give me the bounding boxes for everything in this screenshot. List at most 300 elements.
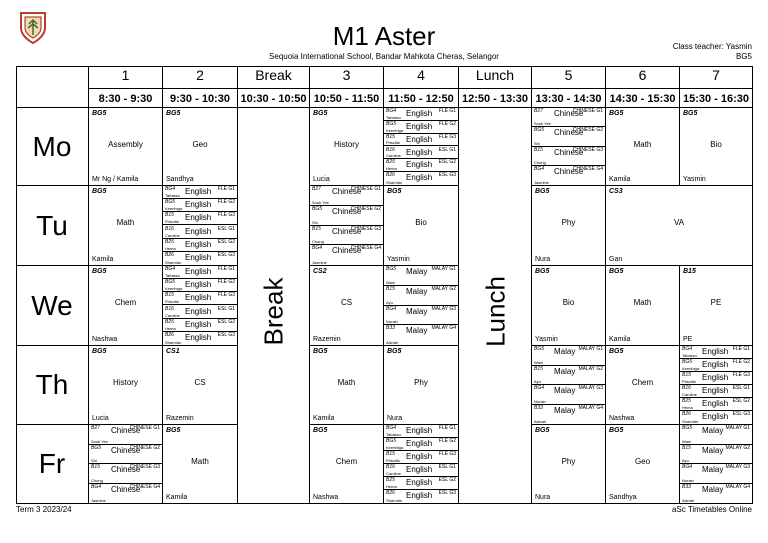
period-number: Lunch [459,66,532,89]
lesson-subject: CS [194,378,206,387]
group-class: B26 [386,490,395,496]
period-time: 8:30 - 9:30 [89,89,163,108]
group-lesson[interactable] [89,445,162,465]
group-subject: English [185,239,212,249]
group-subject: English [185,226,212,236]
group-name: CHINESE G4 [129,483,160,490]
lesson-teacher: Sandhya [609,494,637,501]
group-class: B15 [165,212,174,219]
lesson-cell[interactable] [163,346,238,425]
period-number: 2 [163,66,238,89]
group-class: B16 [386,146,395,153]
lesson-cell[interactable] [163,425,238,504]
lesson-cell[interactable] [606,425,680,504]
group-lesson[interactable] [532,366,605,386]
group-name: MALAY G2 [431,285,456,292]
group-name: MALAY G4 [725,483,750,490]
lesson-teacher: Lucia [92,415,109,422]
group-name: CHINESE G3 [129,464,160,470]
lesson-teacher: Kamila [92,256,114,263]
group-name: FLE G1 [732,346,750,352]
period-number: 6 [606,66,680,89]
group-teacher: Jasmine [312,260,327,265]
group-teacher: Nurain [682,477,694,483]
group-class: B16 [682,385,691,391]
group-subject: English [702,386,729,395]
group-teacher: Caroline [165,232,180,238]
group-lesson[interactable] [532,127,605,146]
group-class: B33 [534,404,543,411]
group-lesson[interactable] [384,477,458,490]
lesson-cell[interactable] [384,186,459,266]
group-subject: Malay [702,445,724,455]
group-class: BG5 [534,127,545,134]
group-class: B16 [386,464,395,470]
group-subject: Malay [406,326,428,336]
group-lesson[interactable] [163,332,237,345]
group-teacher: Shi [312,219,318,225]
lesson-cell[interactable] [310,346,384,425]
group-class: B26 [165,331,174,338]
group-class: B27 [91,425,100,431]
group-lesson[interactable] [384,121,458,134]
group-name: CHINESE G3 [572,146,603,153]
lesson-subject: History [113,378,138,387]
group-subject: Chinese [111,426,141,435]
group-teacher: Tabassu [682,353,697,358]
group-teacher: Ayu [682,458,689,463]
group-teacher: Hema [165,245,176,251]
group-teacher: Caroline [386,471,401,476]
group-lesson[interactable] [680,464,752,484]
lesson-teacher: Gan [609,256,623,263]
group-class: B16 [165,225,174,232]
group-lesson[interactable] [384,306,458,326]
lesson-class: BG5 [535,268,550,275]
group-teacher: Caroline [165,312,180,318]
group-teacher: Chong [534,159,546,165]
group-lesson[interactable] [532,346,605,366]
group-teacher: Aishah [682,498,695,503]
group-lesson[interactable] [680,425,752,445]
lesson-cell[interactable] [680,108,753,186]
group-name: MALAY G1 [431,266,456,272]
group-subject: English [406,465,433,474]
group-lesson[interactable] [384,325,458,345]
chinese-group-cell [532,108,606,186]
group-lesson[interactable] [384,266,458,286]
lesson-teacher: Kamila [609,336,631,343]
group-teacher: Wani [534,359,543,365]
lesson-teacher: Nashwa [313,494,339,501]
lesson-cell[interactable] [606,266,680,346]
group-lesson[interactable] [384,438,458,451]
group-lesson[interactable] [89,484,162,504]
lesson-subject: Chem [114,298,137,307]
group-subject: English [702,373,729,382]
lesson-teacher: Mr Ng / Kamila [92,176,139,183]
group-teacher: Chong [91,477,103,483]
group-subject: English [406,439,433,448]
group-subject: Malay [406,306,428,316]
lesson-class: BG5 [609,348,624,355]
lesson-teacher: Sandhya [166,176,194,183]
group-name: FLE G3 [217,212,235,219]
period-number: Break [238,66,310,89]
lesson-class: BG5 [387,188,402,195]
group-teacher: Keerthiga [386,445,404,450]
group-teacher: Tabassu [386,114,401,120]
period-number: 5 [532,66,606,89]
term-label: Term 3 2023/24 [16,505,72,514]
lesson-cell[interactable] [606,108,680,186]
group-lesson[interactable] [384,451,458,464]
lesson-cell[interactable] [163,108,238,186]
lesson-cell[interactable] [532,186,606,266]
lesson-subject: Assembly [108,140,143,149]
group-lesson[interactable] [163,239,237,252]
lesson-subject: Math [633,140,652,149]
group-teacher: Keerthiga [165,286,183,292]
group-class: BG5 [165,199,176,206]
period-time: 15:30 - 16:30 [680,89,753,108]
group-teacher: Tabassu [386,432,401,437]
group-teacher: Hema [386,484,397,489]
group-teacher: Jasmine [534,180,549,185]
group-lesson[interactable] [310,245,383,265]
group-lesson[interactable] [680,398,752,411]
group-teacher: Wani [386,279,395,285]
group-lesson[interactable] [384,134,458,147]
group-teacher: Priscilla [165,219,179,225]
period-time: 14:30 - 15:30 [606,89,680,108]
lesson-subject: Math [633,298,652,307]
period-time: 9:30 - 10:30 [163,89,238,108]
group-name: MALAY G4 [578,404,603,411]
lesson-teacher: Lucia [313,176,330,183]
lesson-subject: Chem [631,378,654,387]
credit-label: aSc Timetables Online [671,505,752,514]
lesson-teacher: Nura [387,415,403,422]
day-label: Mo [16,108,89,186]
class-teacher [673,42,752,62]
lesson-cell[interactable] [310,266,384,346]
group-class: B25 [386,159,395,166]
group-lesson[interactable] [163,186,237,199]
group-teacher: Caroline [682,392,697,397]
english-group-cell [384,108,459,186]
group-lesson[interactable] [310,186,383,206]
group-teacher: Keerthiga [386,127,404,133]
day-label: Th [16,346,89,425]
lesson-teacher: Razemin [166,415,194,422]
group-name: ESL G2 [217,318,235,325]
lesson-subject: Math [116,218,135,227]
school-subtitle: Sequoia International School, Bandar Mahkota Cheras, Selangor [269,52,499,61]
lesson-subject: VA [673,218,685,227]
group-lesson[interactable] [384,286,458,306]
group-name: ESL G3 [217,331,235,338]
group-name: ESL G2 [732,398,750,404]
lesson-class: CS2 [313,268,327,275]
group-lesson[interactable] [384,108,458,121]
group-lesson[interactable] [310,226,383,246]
group-lesson[interactable] [384,464,458,477]
lesson-class: BG5 [92,110,107,117]
group-teacher: Tabassu [165,273,180,279]
group-class: BG4 [682,346,693,352]
lesson-cell[interactable] [310,425,384,504]
group-class: BG4 [386,305,397,312]
chinese-group-cell [310,186,384,266]
group-class: BG5 [682,425,693,431]
group-subject: English [185,293,212,303]
group-teacher: Keerthiga [682,366,700,371]
group-lesson[interactable] [163,279,237,292]
malay-group-cell [532,346,606,425]
group-class: B26 [165,251,174,258]
group-lesson[interactable] [163,306,237,319]
group-lesson[interactable] [680,445,752,465]
group-teacher: Jasmine [91,498,106,503]
group-subject: Chinese [332,246,362,256]
lesson-class: BG5 [92,348,107,355]
group-lesson[interactable] [384,159,458,172]
group-lesson[interactable] [532,166,605,185]
group-lesson[interactable] [384,490,458,503]
lesson-class: BG5 [92,188,107,195]
group-class: BG4 [534,165,545,172]
group-lesson[interactable] [89,425,162,445]
group-lesson[interactable] [532,385,605,405]
group-subject: Malay [702,426,724,435]
group-subject: English [702,360,729,369]
group-subject: Malay [406,286,428,296]
group-name: CHINESE G2 [572,127,603,134]
group-lesson[interactable] [680,359,752,372]
group-lesson[interactable] [163,319,237,332]
group-subject: Chinese [111,465,141,474]
group-lesson[interactable] [163,292,237,305]
group-subject: Malay [702,484,724,494]
group-lesson[interactable] [680,484,752,504]
group-name: ESL G3 [732,411,750,417]
group-subject: English [185,213,212,223]
group-subject: English [185,252,212,262]
group-subject: English [185,280,212,290]
group-name: ESL G1 [438,146,456,153]
group-lesson[interactable] [384,147,458,160]
group-subject: English [185,319,212,329]
lesson-cell[interactable] [89,108,163,186]
group-teacher: Priscilla [386,458,400,463]
group-name: FLE G2 [732,359,750,365]
group-subject: Malay [406,267,428,276]
day-label: Fr [16,425,89,504]
group-teacher: Nurain [386,319,398,325]
group-lesson[interactable] [163,212,237,225]
lesson-class: BG5 [683,110,698,117]
lesson-class: BG5 [313,110,328,117]
group-name: ESL G3 [217,251,235,258]
break-label: Break [258,277,289,346]
group-teacher: Caroline [386,153,401,159]
group-subject: English [406,452,433,461]
class-teacher-label: Class teacher: Yasmin [672,42,752,51]
lesson-teacher: Razemin [313,336,341,343]
lesson-subject: Math [337,378,356,387]
group-subject: English [406,121,433,131]
group-name: MALAY G4 [431,325,456,332]
group-class: BG5 [682,359,693,365]
group-lesson[interactable] [89,464,162,484]
lesson-subject: Bio [710,140,722,149]
group-class: B15 [682,372,691,378]
group-name: ESL G1 [217,225,235,232]
group-teacher: Sook Yee [534,121,551,127]
group-class: BG5 [91,444,102,451]
lesson-cell[interactable] [680,266,753,346]
lesson-cell[interactable] [606,186,753,266]
group-lesson[interactable] [532,405,605,425]
english-group-cell [384,425,459,504]
page-title: M1 Aster [332,21,436,51]
group-class: BG4 [165,186,176,192]
group-lesson[interactable] [680,372,752,385]
group-class: B15 [682,444,691,451]
group-teacher: Ayu [534,379,541,384]
lesson-class: CS3 [609,188,623,195]
lesson-subject: CS [340,298,353,307]
lesson-class: BG5 [92,268,107,275]
lesson-teacher: Kamila [313,415,335,422]
english-group-cell [680,346,753,425]
group-class: BG4 [386,425,397,431]
group-teacher: Sook Yee [91,438,108,444]
period-number: 1 [89,66,163,89]
group-class: B25 [165,238,174,245]
lesson-cell[interactable] [89,186,163,266]
lesson-cell[interactable] [384,346,459,425]
lesson-class: BG5 [387,348,402,355]
group-subject: Malay [554,405,576,415]
group-subject: English [406,134,433,144]
lesson-subject: Phy [561,457,576,466]
group-subject: English [702,399,729,408]
group-lesson[interactable] [310,206,383,226]
group-subject: Chinese [332,226,362,236]
lesson-cell[interactable] [532,425,606,504]
day-label: Tu [16,186,89,266]
group-name: FLE G3 [732,372,750,378]
group-name: MALAY G3 [725,464,750,470]
lesson-cell[interactable] [606,346,680,425]
group-lesson[interactable] [163,252,237,265]
group-class: BG5 [386,266,397,272]
group-name: CHINESE G1 [350,186,381,192]
group-class: BG4 [91,483,102,490]
group-class: B15 [91,464,100,470]
group-name: ESL G1 [438,464,456,470]
group-lesson[interactable] [680,411,752,424]
group-name: ESL G2 [217,238,235,245]
group-teacher: Sharmila [165,339,181,345]
group-name: FLE G2 [438,120,456,127]
lesson-teacher: Yasmin [535,336,558,343]
group-subject: Chinese [554,166,584,176]
group-name: FLE G3 [438,451,456,457]
lesson-cell[interactable] [310,108,384,186]
lesson-class: CS1 [166,348,180,355]
group-subject: English [185,187,212,196]
group-name: FLE G3 [217,292,235,299]
lesson-subject: Math [191,457,209,466]
group-subject: Malay [554,386,576,395]
lesson-class: B15 [683,268,696,275]
group-name: MALAY G3 [431,305,456,312]
group-teacher: Priscilla [682,379,696,384]
group-subject: Malay [554,347,576,356]
lesson-cell[interactable] [532,266,606,346]
group-name: FLE G2 [217,199,235,206]
english-group-cell [163,186,238,266]
lesson-subject: Bio [415,218,427,227]
group-name: CHINESE G2 [129,444,160,451]
lesson-subject: Chem [335,457,358,466]
group-name: MALAY G1 [578,346,603,352]
lesson-cell[interactable] [89,266,163,346]
group-subject: Chinese [111,484,141,494]
group-teacher: Sharmila [386,179,402,185]
group-class: B15 [165,292,174,299]
group-teacher: Sharmila [682,419,698,424]
group-lesson[interactable] [680,346,752,359]
lesson-cell[interactable] [89,346,163,425]
class-code: BG5 [735,52,752,61]
lesson-teacher: Nura [535,256,551,263]
period-time: 10:30 - 10:50 [238,89,310,108]
group-lesson[interactable] [163,199,237,212]
group-lesson[interactable] [384,425,458,438]
group-class: B15 [534,365,543,372]
lesson-teacher: Nashwa [92,336,118,343]
group-name: CHINESE G4 [572,165,603,172]
group-lesson[interactable] [163,266,237,279]
group-teacher: Hema [682,405,693,410]
malay-group-cell [680,425,753,504]
header-corner [16,66,89,108]
lesson-class: BG5 [535,427,550,434]
lesson-subject: Bio [562,298,575,307]
group-name: FLE G2 [438,438,456,444]
group-subject: English [185,332,212,342]
period-time: 10:50 - 11:50 [310,89,384,108]
lunch-label: Lunch [480,276,510,347]
group-lesson[interactable] [680,385,752,398]
group-lesson[interactable] [163,226,237,239]
group-name: FLE G2 [217,279,235,286]
group-name: CHINESE G1 [572,108,603,114]
group-class: B16 [165,305,174,312]
group-name: CHINESE G2 [350,205,381,212]
group-lesson[interactable] [384,172,458,185]
lesson-class: BG5 [609,427,624,434]
group-lesson[interactable] [532,108,605,127]
group-teacher: Tabassu [165,193,180,199]
group-name: MALAY G1 [725,425,750,431]
group-lesson[interactable] [532,147,605,166]
period-number: 7 [680,66,753,89]
